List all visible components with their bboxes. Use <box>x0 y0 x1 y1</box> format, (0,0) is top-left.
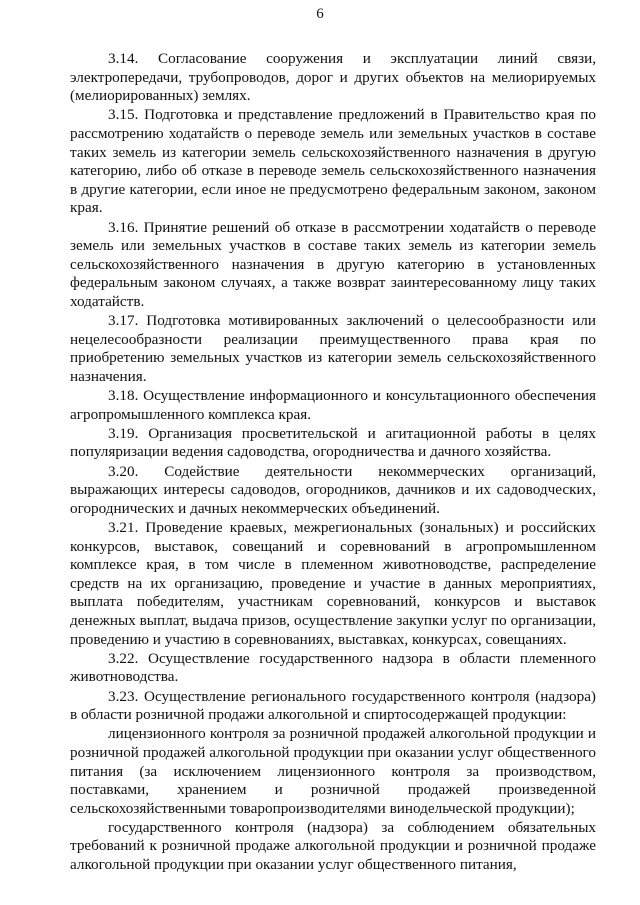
paragraph-3-19: 3.19. Организация просветительской и агитационной работы в целях популяризации ведения садоводства, огородничества и дачного хозяйства. <box>70 424 596 461</box>
paragraph-3-23: 3.23. Осуществление регионального государственного контроля (надзора) в области розничной продажи алкогольной и спиртосодержащей продукции: <box>70 687 596 724</box>
document-body <box>70 50 596 875</box>
paragraph-3-17: 3.17. Подготовка мотивированных заключений о целесообразности или нецелесообразности реализации преимущественного права края по приобретению земельных участков из категории земель сельскохозяйственного назначения. <box>70 312 596 385</box>
paragraph-3-16: 3.16. Принятие решений об отказе в рассмотрении ходатайств о переводе земель или земельных участков в составе таких земель из категории земель сельскохозяйственного назначения в другую категорию в установленных федеральным законом случаях, а также возврат заинтересованному лицу таких ходатайств. <box>70 218 596 310</box>
page-number: 6 <box>316 6 324 22</box>
paragraph-state-control: государственного контроля (надзора) за соблюдением обязательных требований к розничной продаже алкогольной продукции и розничной продаже алкогольной продукции при оказании услуг общественного питания, <box>70 818 596 874</box>
paragraph-3-15: 3.15. Подготовка и представление предложений в Правительство края по рассмотрению ходатайств о переводе земель или земельных участков в составе таких земель из категории земель сельскохозяйственного назначения в другую категорию, либо об отказе в переводе земель сельскохозяйственного назначения в другие категории, если иное не предусмотрено федеральным законом, законом края. <box>70 106 596 217</box>
paragraph-3-22: 3.22. Осуществление государственного надзора в области племенного животноводства. <box>70 649 596 686</box>
paragraph-license-control: лицензионного контроля за розничной продажей алкогольной продукции и розничной продажей алкогольной продукции при оказании услуг общественного питания (за исключением лицензионного контроля за производством, поставками, хранением и розничной продажей произведенной сельскохозяйственными товаропроизводителями винодельческой продукции); <box>70 725 596 817</box>
paragraph-3-14: 3.14. Согласование сооружения и эксплуатации линий связи, электропередачи, трубопроводов, дорог и других объектов на мелиорируемых (мелиорированных) землях. <box>70 50 596 105</box>
paragraph-3-21: 3.21. Проведение краевых, межрегиональных (зональных) и российских конкурсов, выставок, совещаний и соревнований в агропромышленном комплексе края, в том числе в племенном животноводстве, распределение средств на их организацию, проведение и участие в данных мероприятиях, выплата победителям, участникам соревнований, конкурсов и выставок денежных выплат, выдача призов, осуществление закупки услуг по организации, проведению и участию в соревнованиях, выставках, конкурсах, совещаниях. <box>70 519 596 648</box>
paragraph-3-18: 3.18. Осуществление информационного и консультационного обеспечения агропромышленного комплекса края. <box>70 387 596 423</box>
paragraph-3-20: 3.20. Содействие деятельности некоммерческих организаций, выражающих интересы садоводов, огородников, дачников и их садоводческих, огороднических и дачных некоммерческих объединений. <box>70 462 596 517</box>
